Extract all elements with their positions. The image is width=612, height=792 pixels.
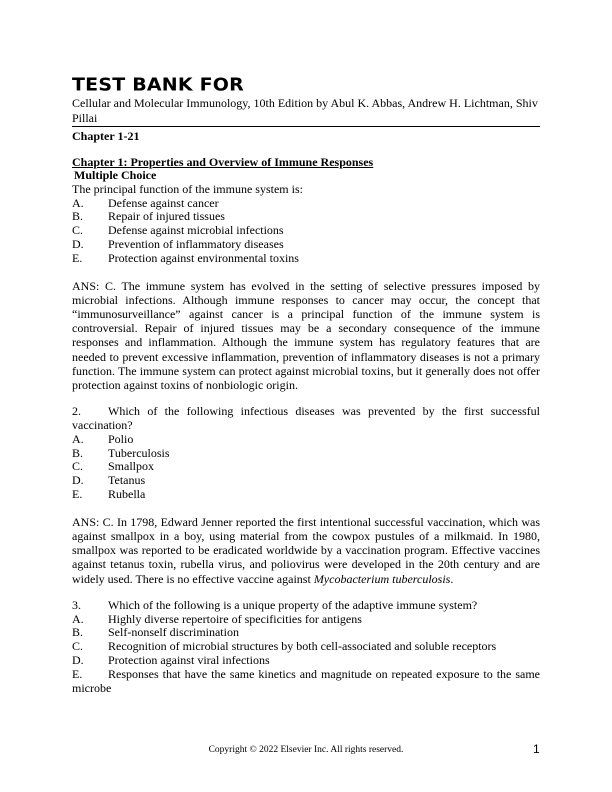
option-item (72, 640, 540, 654)
option-letter: C. (72, 459, 84, 474)
answer-end: . (450, 571, 454, 586)
option-text: Responses that have the same kinetics and magnitude on repeated exposure to the same microbe (72, 666, 540, 695)
option-list (72, 613, 540, 696)
option-letter: B. (72, 209, 84, 224)
question-text: Which of the following infectious diseases was prevented by the first successful vaccination? (72, 404, 540, 432)
answer-text: ANS: C. In 1798, Edward Jenner reported the first intentional successful vaccination, which was against smallpox in a boy, using material from the cowpox pustules of a milkmaid. In 1980, smallpox was reported to be eradicated worldwide by a vaccination program. Effective vaccines against tetanus toxin, rubella virus, and poliovirus were developed in the 20th century and are widely used. There is no effective vaccine against (72, 514, 540, 586)
option-text: Highly diverse repertoire of specificities for antigens (108, 611, 362, 626)
option-item (72, 654, 540, 668)
option-text: Self-nonself discrimination (108, 625, 239, 640)
chapter-heading: Chapter 1: Properties and Overview of Immune Responses (72, 155, 374, 170)
option-letter: B. (72, 625, 84, 640)
question-text: Which of the following is a unique property of the adaptive immune system? (108, 597, 478, 612)
option-list (72, 197, 540, 266)
option-item (72, 474, 540, 488)
option-item (72, 197, 540, 211)
option-letter: C. (72, 223, 84, 238)
question-number: 2. (72, 404, 81, 419)
option-text: Defense against cancer (108, 195, 219, 210)
section-label: Multiple Choice (74, 168, 157, 183)
option-letter: E. (72, 666, 83, 681)
option-item (72, 626, 540, 640)
option-text: Protection against environmental toxins (108, 250, 299, 265)
option-text: Polio (108, 431, 134, 446)
option-letter: B. (72, 445, 84, 460)
option-item (72, 460, 540, 474)
option-item (72, 613, 540, 627)
option-text: Repair of injured tissues (108, 209, 225, 224)
header-rule (72, 126, 540, 127)
option-item (72, 252, 540, 266)
chapter-range: Chapter 1-21 (72, 129, 140, 144)
option-text: Tetanus (108, 473, 146, 488)
option-item (72, 224, 540, 238)
option-item (72, 488, 540, 502)
copyright-footer: Copyright © 2022 Elsevier Inc. All rights reserved. (208, 745, 404, 755)
book-subtitle: Cellular and Molecular Immunology, 10th Edition by Abul K. Abbas, Andrew H. Lichtman, Shiv Pillai (72, 96, 538, 125)
question-number: 3. (72, 597, 81, 612)
option-item (72, 238, 540, 252)
option-list (72, 433, 540, 502)
option-item (72, 433, 540, 447)
option-letter: E. (72, 486, 83, 501)
option-letter: C. (72, 639, 84, 654)
answer-explanation: ANS: C. The immune system has evolved in the setting of selective pressures imposed by microbial infections. Although immune responses to cancer may occur, the concept that “immunosurveillance” against cancer is a principal function of the immune system is controversial. Repair of injured tissues may be a secondary consequence of the immune responses and inflammation. Although the immune system has regulatory features that are needed to prevent excessive inflammation, prevention of inflammatory diseases is not a primary function. The immune system can protect against microbial toxins, but it generally does not offer protection against toxins of nonbiologic origin. (72, 278, 540, 392)
option-letter: E. (72, 250, 83, 265)
option-text: Smallpox (108, 459, 155, 474)
option-text: Recognition of microbial structures by both cell-associated and soluble receptors (108, 639, 497, 654)
option-text: Tuberculosis (108, 445, 170, 460)
question-2 (72, 405, 540, 586)
option-letter: D. (72, 236, 84, 251)
option-text: Protection against viral infections (108, 652, 270, 667)
question-stem (72, 599, 540, 613)
option-letter: A. (72, 611, 84, 626)
answer-italic-term: Mycobacterium tuberculosis (313, 571, 451, 586)
test-bank-title: TEST BANK FOR (72, 74, 244, 96)
option-letter: A. (72, 195, 84, 210)
question-3 (72, 599, 540, 696)
document-page (72, 74, 540, 695)
option-item (72, 210, 540, 224)
option-letter: D. (72, 473, 84, 488)
page-number: 1 (533, 742, 540, 756)
question-stem (72, 405, 540, 433)
option-text: Prevention of inflammatory diseases (108, 236, 284, 251)
question-stem: The principal function of the immune system is: (72, 181, 303, 196)
option-text: Defense against microbial infections (108, 223, 284, 238)
option-item (72, 668, 540, 696)
option-item (72, 447, 540, 461)
option-letter: A. (72, 431, 84, 446)
answer-explanation (72, 515, 540, 586)
option-letter: D. (72, 652, 84, 667)
option-text: Rubella (108, 486, 146, 501)
question-1 (72, 183, 540, 392)
